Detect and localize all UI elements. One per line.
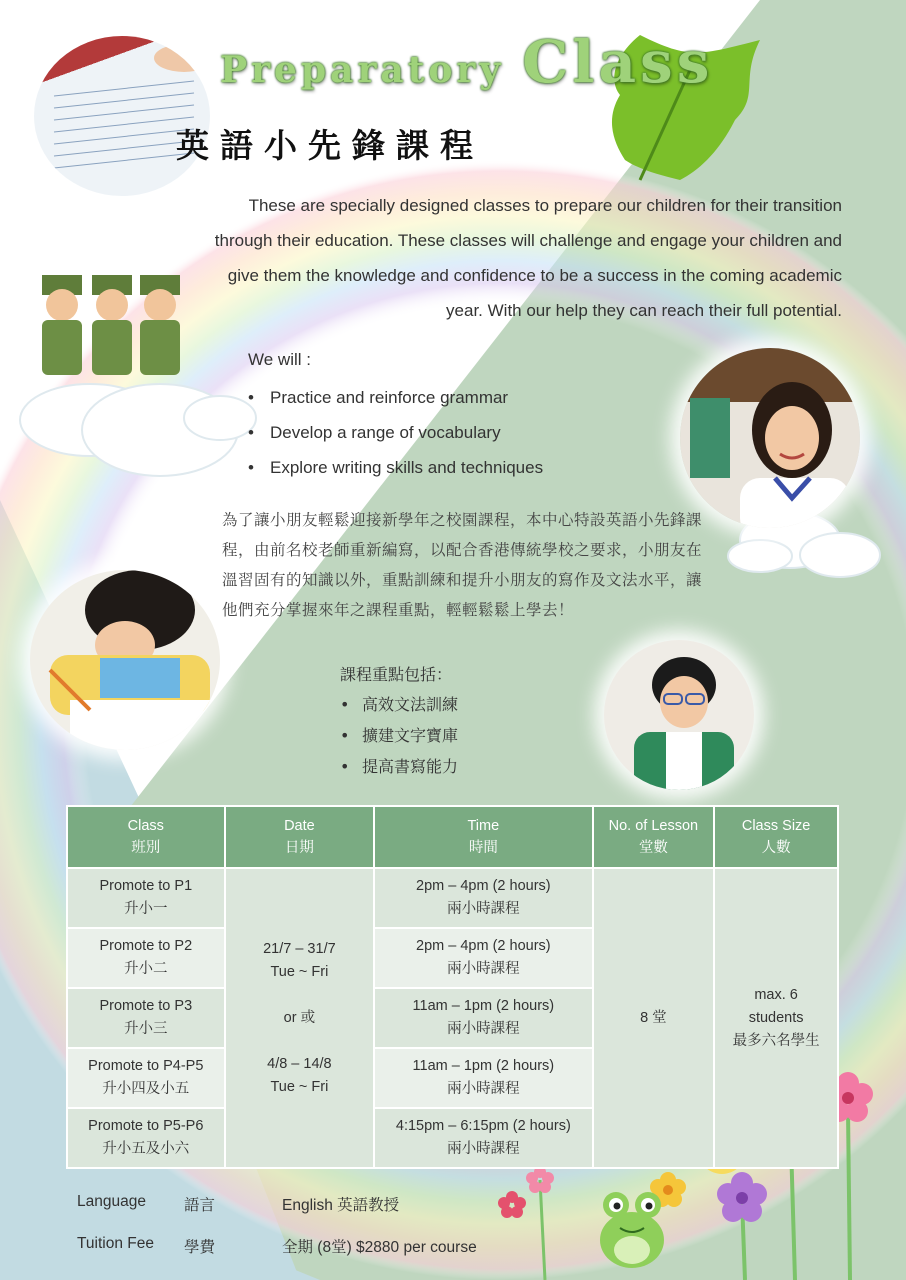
language-label-en: Language xyxy=(77,1193,146,1210)
language-value: English 英語教授 xyxy=(282,1197,400,1214)
list-item: • Practice and reinforce grammar xyxy=(248,384,543,419)
list-item: • Develop a range of vocabulary xyxy=(248,419,543,454)
class-cell: Promote to P4-P5 升小四及小五 xyxy=(67,1048,225,1108)
bullet-icon: • xyxy=(340,726,350,745)
time-cell: 4:15pm – 6:15pm (2 hours) 兩小時課程 xyxy=(374,1108,592,1168)
soldiers-illustration xyxy=(42,275,180,375)
language-label-zh: 語言 xyxy=(184,1197,216,1214)
class-size-cell: max. 6 students 最多六名學生 xyxy=(714,868,838,1168)
course-focus-heading: 課程重點包括： xyxy=(340,665,453,684)
page-title-chinese: 英語小先鋒課程 xyxy=(176,126,484,165)
chinese-paragraph: 為了讓小朋友輕鬆迎接新學年之校園課程，本中心特設英語小先鋒課程，由前名校老師重新編寫，以配合香港傳統學校之要求，小朋友在溫習固有的知識以外，重點訓練和提升小朋友的寫作及文法水平，讓他們充分掌握來年之課程重點，輕輕鬆鬆上學去！ xyxy=(222,511,703,619)
schedule-table xyxy=(66,805,839,1169)
time-cell: 2pm – 4pm (2 hours) 兩小時課程 xyxy=(374,928,592,988)
header-date: Date 日期 xyxy=(225,806,375,868)
bullet-icon: • xyxy=(340,695,350,714)
time-cell: 2pm – 4pm (2 hours) 兩小時課程 xyxy=(374,868,592,928)
class-cell: Promote to P2 升小二 xyxy=(67,928,225,988)
table-header-row xyxy=(67,806,838,868)
bullet-icon: • xyxy=(340,757,350,776)
header-lessons: No. of Lesson 堂數 xyxy=(593,806,715,868)
time-cell: 11am – 1pm (2 hours) 兩小時課程 xyxy=(374,988,592,1048)
bullet-icon: • xyxy=(248,423,254,442)
lessons-cell: 8 堂 xyxy=(593,868,715,1168)
class-cell: Promote to P5-P6 升小五及小六 xyxy=(67,1108,225,1168)
class-cell: Promote to P1 升小一 xyxy=(67,868,225,928)
list-item: • 高效文法訓練 xyxy=(340,695,459,714)
writing-paper-photo xyxy=(34,36,210,196)
girl-smiling-photo xyxy=(680,348,860,528)
tuition-label-en: Tuition Fee xyxy=(77,1235,154,1252)
list-item: • 提高書寫能力 xyxy=(340,757,459,776)
table-row xyxy=(67,868,838,928)
time-cell: 11am – 1pm (2 hours) 兩小時課程 xyxy=(374,1048,592,1108)
intro-paragraph: These are specially designed classes to prepare our children for their transition through their education. These classes will challenge and engage your children and give them the knowledge and confidence to be a success in the coming academic year. With our help they can reach their full potential. xyxy=(214,196,842,320)
page-title-english xyxy=(220,28,713,96)
title-word-2: Class xyxy=(522,28,714,96)
course-focus-list xyxy=(340,692,458,785)
tuition-label-zh: 學費 xyxy=(184,1239,216,1256)
bullet-icon: • xyxy=(248,458,254,477)
header-class-size: Class Size 人數 xyxy=(714,806,838,868)
bullet-icon: • xyxy=(248,388,254,407)
girl-writing-photo xyxy=(30,570,220,750)
tuition-value: 全期 (8堂) $2880 per course xyxy=(282,1239,477,1256)
list-item: • Explore writing skills and techniques xyxy=(248,454,543,489)
we-will-list xyxy=(248,384,543,489)
header-time: Time 時間 xyxy=(374,806,592,868)
class-cell: Promote to P3 升小三 xyxy=(67,988,225,1048)
list-item: • 擴建文字寶庫 xyxy=(340,726,459,745)
boy-glasses-photo xyxy=(604,640,754,790)
date-cell: 21/7 – 31/7 Tue ~ Fri or 或 4/8 – 14/8 Tue ~ Fri xyxy=(225,868,375,1168)
we-will-heading: We will : xyxy=(248,350,311,369)
title-word-1: Preparatory xyxy=(220,49,505,91)
header-class: Class 班別 xyxy=(67,806,225,868)
